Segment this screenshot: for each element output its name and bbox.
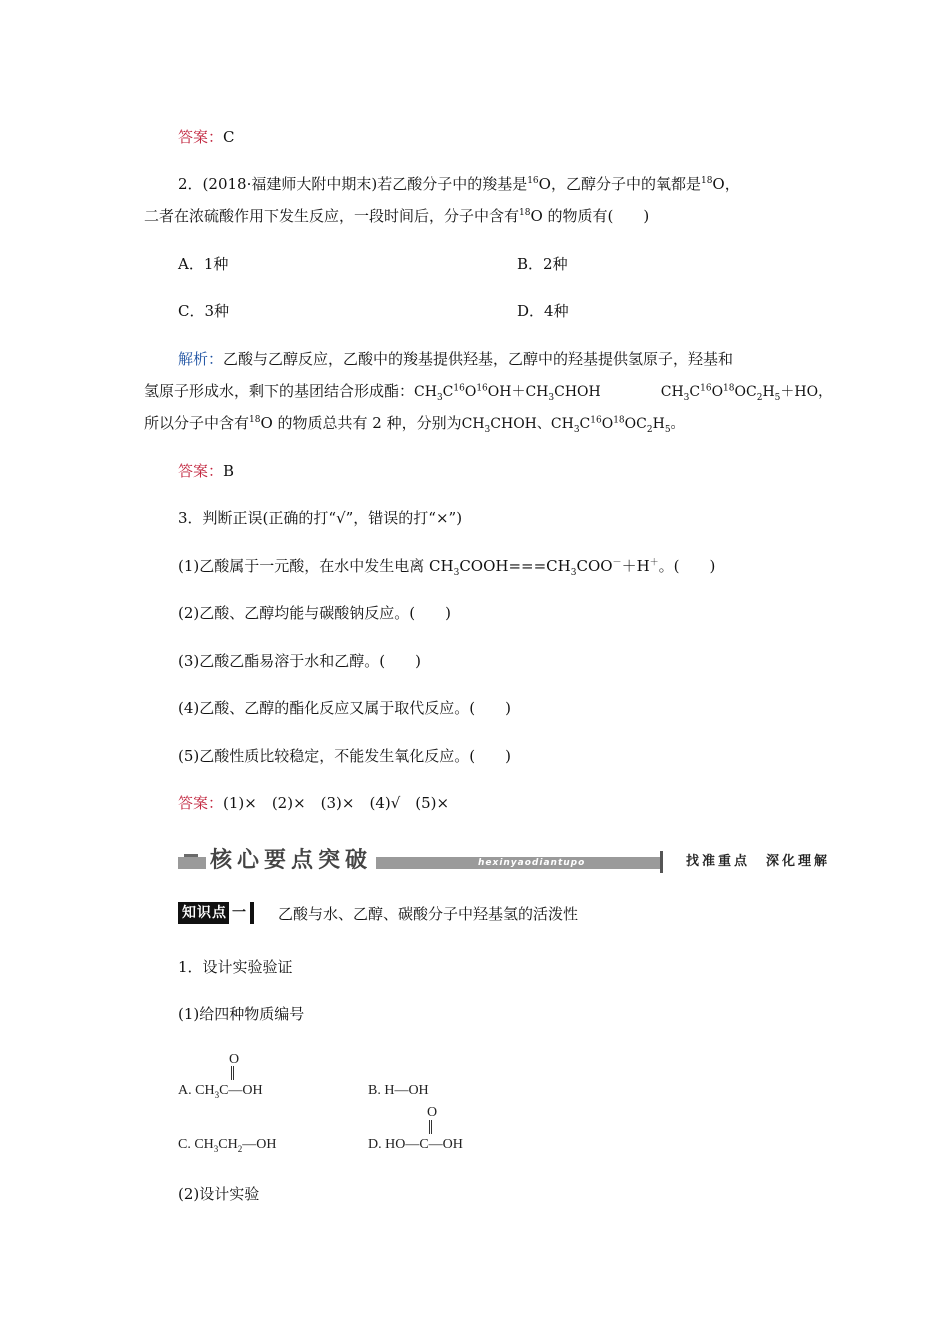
double-bond bbox=[429, 1120, 432, 1134]
section1-sub1: (1)给四种物质编号 bbox=[178, 1005, 305, 1023]
q3-text: 。( ) bbox=[658, 557, 716, 575]
q3-item-3: (3)乙酸乙酯易溶于水和乙醇。( ) bbox=[178, 652, 421, 670]
q2-text: 2．(2018·福建师大附中期末)若乙酸分子中的羧基是 bbox=[178, 175, 528, 193]
section1-sub2: (2)设计实验 bbox=[178, 1185, 260, 1203]
q2-text: O， bbox=[712, 175, 740, 193]
carbonyl-oxygen: O bbox=[229, 1052, 240, 1067]
q2-analysis-line3 bbox=[144, 413, 685, 434]
isotope-superscript: 18 bbox=[700, 176, 713, 186]
q3-stem: 3．判断正误(正确的打“√”，错误的打“×”) bbox=[178, 509, 463, 527]
subscript: 3 bbox=[214, 1089, 220, 1100]
analysis-text: 乙酸与乙醇反应，乙酸中的羧基提供羟基，乙醇中的羟基提供氢原子，羟基和 bbox=[223, 350, 734, 368]
analysis-text: 所以分子中含有 bbox=[144, 414, 250, 432]
tag-number: 一 bbox=[229, 902, 250, 924]
analysis-text: 氢原子形成水，剩下的基团结合形成酯： bbox=[144, 382, 415, 400]
q3-item-2: (2)乙酸、乙醇均能与碳酸钠反应。( ) bbox=[178, 604, 451, 622]
tag-label: 知识点 bbox=[182, 905, 227, 921]
double-bond bbox=[231, 1066, 234, 1080]
formula-text: CH bbox=[218, 1137, 238, 1152]
knowledge-point-tag bbox=[178, 902, 254, 924]
banner-pinyin: hexinyaodiantupo bbox=[478, 858, 586, 868]
isotope-superscript: 18 bbox=[519, 208, 531, 218]
q2-text: O，乙醇分子中的氧都是 bbox=[538, 175, 701, 193]
q3-text: COO bbox=[576, 557, 613, 575]
formula-text: C—OH bbox=[219, 1083, 263, 1098]
carbonyl-oxygen: O bbox=[427, 1105, 438, 1120]
ester-products: $CH_3C^{16}O^{18}OC_2H_5+HO$， bbox=[660, 383, 833, 403]
subscript: 2 bbox=[237, 1143, 243, 1154]
q2-option-a: A．1种 bbox=[178, 255, 229, 273]
q3-text: ＋H bbox=[621, 557, 650, 575]
q2-text: O 的物质有( ) bbox=[530, 207, 650, 225]
q3-text: (1)乙酸属于一元酸，在水中发生电离 CH bbox=[178, 557, 454, 575]
answer-label: 答案： bbox=[178, 794, 224, 812]
formula-b: B. H—OH bbox=[368, 1083, 429, 1098]
formula-a bbox=[178, 1082, 263, 1100]
q3-item-5: (5)乙酸性质比较稳定，不能发生氧化反应。( ) bbox=[178, 747, 511, 765]
banner-slogan: 找准重点 深化理解 bbox=[660, 851, 853, 873]
q2-option-d: D．4种 bbox=[517, 302, 569, 320]
q1-answer bbox=[178, 127, 235, 147]
q3-text: COOH===CH bbox=[459, 557, 571, 575]
answer-value: C bbox=[223, 128, 235, 146]
ester-reactants: $CH_3C^{16}O^{16}OH+CH_3CHOH$ bbox=[414, 383, 601, 403]
product-formulas: $CH_3CHOH$、$CH_3C^{16}O^{18}OC_2H_5$。 bbox=[461, 415, 685, 435]
answer-label: 答案： bbox=[178, 128, 224, 146]
answer-value: (1)× (2)× (3)× (4)√ (5)× bbox=[223, 794, 450, 812]
analysis-text: O 的物质总共有 2 种，分别为 bbox=[260, 414, 462, 432]
knowledge-point-title: 乙酸与水、乙醇、碳酸分子中羟基氢的活泼性 bbox=[278, 905, 579, 923]
isotope-superscript: 18 bbox=[249, 415, 261, 425]
q3-item-1: (1)乙酸属于一元酸，在水中发生电离 $CH_3COOH===CH_3COO^-+H^+$。( ) bbox=[178, 557, 716, 578]
formula-text: C—OH bbox=[419, 1137, 463, 1152]
formula-d bbox=[368, 1136, 463, 1154]
formula-text: —OH bbox=[242, 1137, 277, 1152]
formula-text: C. CH bbox=[178, 1137, 214, 1152]
q2-answer bbox=[178, 461, 234, 481]
formula-text: A. CH bbox=[178, 1083, 215, 1098]
analysis-label: 解析： bbox=[178, 350, 224, 368]
banner-tick bbox=[184, 854, 198, 857]
q2-option-b: B．2种 bbox=[517, 255, 568, 273]
subscript: 3 bbox=[213, 1143, 219, 1154]
q2-option-c: C．3种 bbox=[178, 302, 230, 320]
formula-c bbox=[178, 1136, 276, 1154]
q3-answer bbox=[178, 793, 449, 813]
formula-text: D. HO— bbox=[368, 1137, 420, 1152]
q2-analysis-line1 bbox=[178, 349, 733, 369]
section1-heading: 1．设计实验验证 bbox=[178, 958, 293, 976]
q3-item-4: (4)乙酸、乙醇的酯化反应又属于取代反应。( ) bbox=[178, 699, 511, 717]
banner-title: 核心要点突破 bbox=[206, 848, 376, 874]
q2-stem-line1 bbox=[178, 174, 740, 194]
section-banner bbox=[178, 848, 850, 874]
isotope-superscript: 16 bbox=[527, 176, 539, 186]
q2-text: 二者在浓硫酸作用下发生反应，一段时间后，分子中含有 bbox=[144, 207, 520, 225]
answer-label: 答案： bbox=[178, 462, 224, 480]
q2-stem-line2 bbox=[144, 206, 649, 226]
q2-analysis-line2 bbox=[144, 381, 832, 402]
answer-value: B bbox=[223, 462, 235, 480]
